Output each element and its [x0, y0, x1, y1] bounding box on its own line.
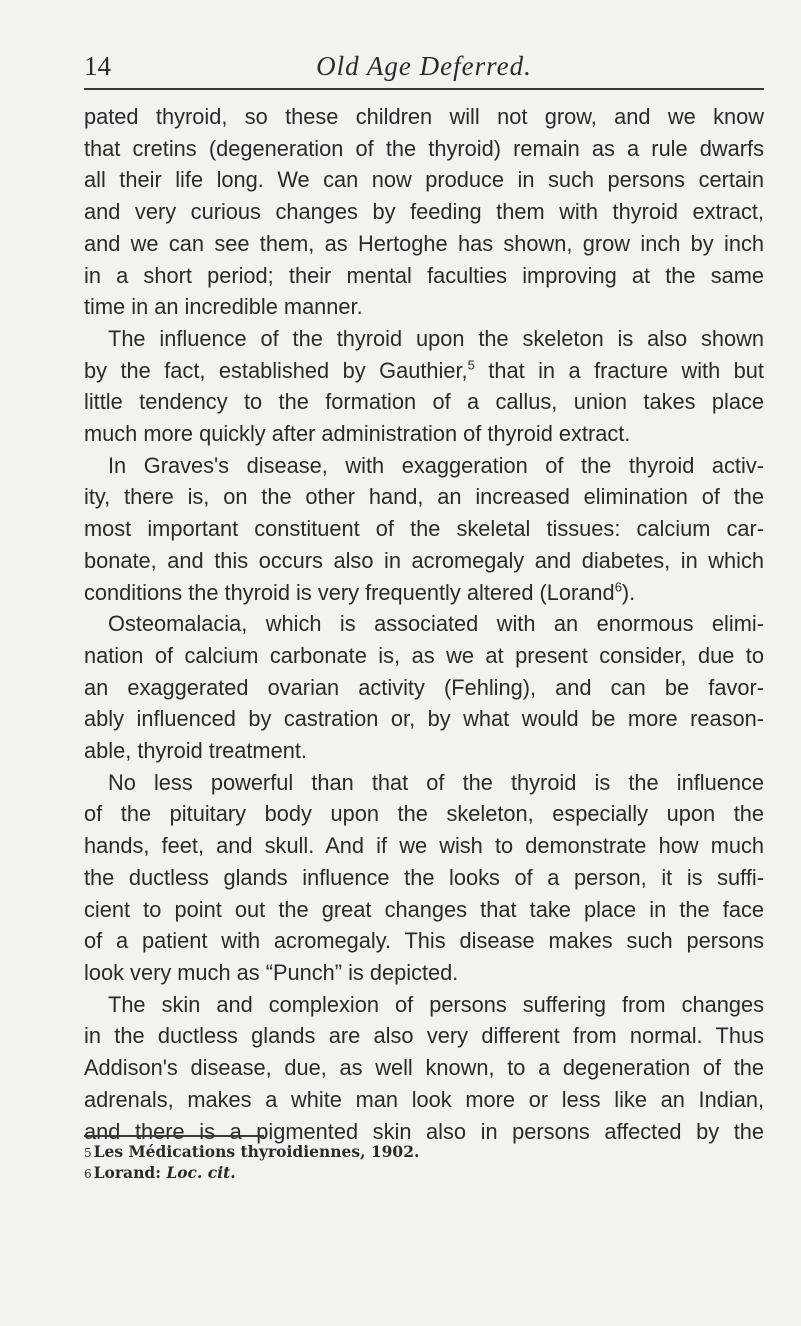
text-segment: ). [621, 579, 636, 605]
page-number: 14 [84, 51, 111, 81]
page-header [84, 48, 764, 90]
footnote [84, 1142, 764, 1163]
text-line: bonate, and this occurs also in acromegaly and diabetes, in which [84, 547, 764, 573]
text-line: able, thyroid treatment. [84, 738, 307, 764]
text-line: time in an incredible manner. [84, 294, 363, 320]
text-line: much more quickly after administration of thyroid extract. [84, 421, 631, 447]
footnotes [84, 1142, 764, 1184]
text-line: The influence of the thyroid upon the skeleton is also shown [108, 325, 764, 351]
text-line: and there is a pigmented skin also in persons affected by the [84, 1118, 764, 1144]
text-line: all their life long. We can now produce in such persons certain [84, 167, 764, 193]
text-line: No less powerful than that of the thyroid is the influence [108, 769, 764, 795]
text-line: adrenals, makes a white man look more or less like an Indian, [84, 1086, 764, 1112]
footnote-ref: 5 [467, 357, 475, 373]
text-segment: conditions the thyroid is very frequently altered (Lorand [84, 579, 615, 605]
text-line: Osteomalacia, which is associated with an enormous elimi- [108, 611, 764, 637]
running-title: Old Age Deferred. [316, 51, 532, 81]
text-line: cient to point out the great changes that take place in the face [84, 896, 764, 922]
text-line: and very curious changes by feeding them with thyroid extract, [84, 199, 764, 225]
text-line [84, 577, 764, 609]
footnote-citation: Loc. cit. [166, 1163, 236, 1182]
body-text [84, 101, 764, 1147]
text-line: Addison's disease, due, as well known, to a degeneration of the [84, 1055, 764, 1081]
footnote-number: 5 [84, 1146, 92, 1160]
footnote-ref: 6 [614, 579, 622, 595]
text-line: The skin and complexion of persons suffering from changes [108, 991, 764, 1017]
footnote-number: 6 [84, 1167, 92, 1181]
text-line: pated thyroid, so these children will not grow, and we know [84, 104, 764, 129]
footnote-text: Lorand: [93, 1163, 167, 1182]
text-line: in a short period; their mental faculties improving at the same [84, 262, 764, 288]
text-line: the ductless glands influence the looks of a person, it is suffi- [84, 864, 764, 890]
text-line: of the pituitary body upon the skeleton, especially upon the [84, 801, 764, 827]
text-line: little tendency to the formation of a callus, union takes place [84, 389, 764, 415]
text-line [84, 355, 764, 387]
text-line: in the ductless glands are also very different from normal. Thus [84, 1023, 764, 1049]
text-line: most important constituent of the skeletal tissues: calcium car- [84, 516, 764, 542]
text-segment: that in a fracture with but [474, 357, 764, 383]
footnote [84, 1163, 764, 1184]
text-segment: by the fact, established by Gauthier, [84, 357, 468, 383]
text-line: that cretins (degeneration of the thyroid) remain as a rule dwarfs [84, 135, 764, 161]
text-line: of a patient with acromegaly. This disease makes such persons [84, 928, 764, 954]
text-line: ity, there is, on the other hand, an increased elimination of the [84, 484, 764, 510]
text-line: ably influenced by castration or, by what would be more reason- [84, 706, 764, 732]
footnote-divider [84, 1135, 264, 1137]
text-line: an exaggerated ovarian activity (Fehling), and can be favor- [84, 674, 764, 700]
footnote-text: Les Médications thyroidiennes, 1902. [93, 1142, 420, 1161]
text-line: In Graves's disease, with exaggeration of the thyroid activ- [108, 452, 764, 478]
text-line: nation of calcium carbonate is, as we at present consider, due to [84, 642, 764, 668]
text-line: look very much as “Punch” is depicted. [84, 959, 459, 985]
text-line: hands, feet, and skull. And if we wish to demonstrate how much [84, 833, 764, 859]
text-line: and we can see them, as Hertoghe has shown, grow inch by inch [84, 230, 764, 256]
